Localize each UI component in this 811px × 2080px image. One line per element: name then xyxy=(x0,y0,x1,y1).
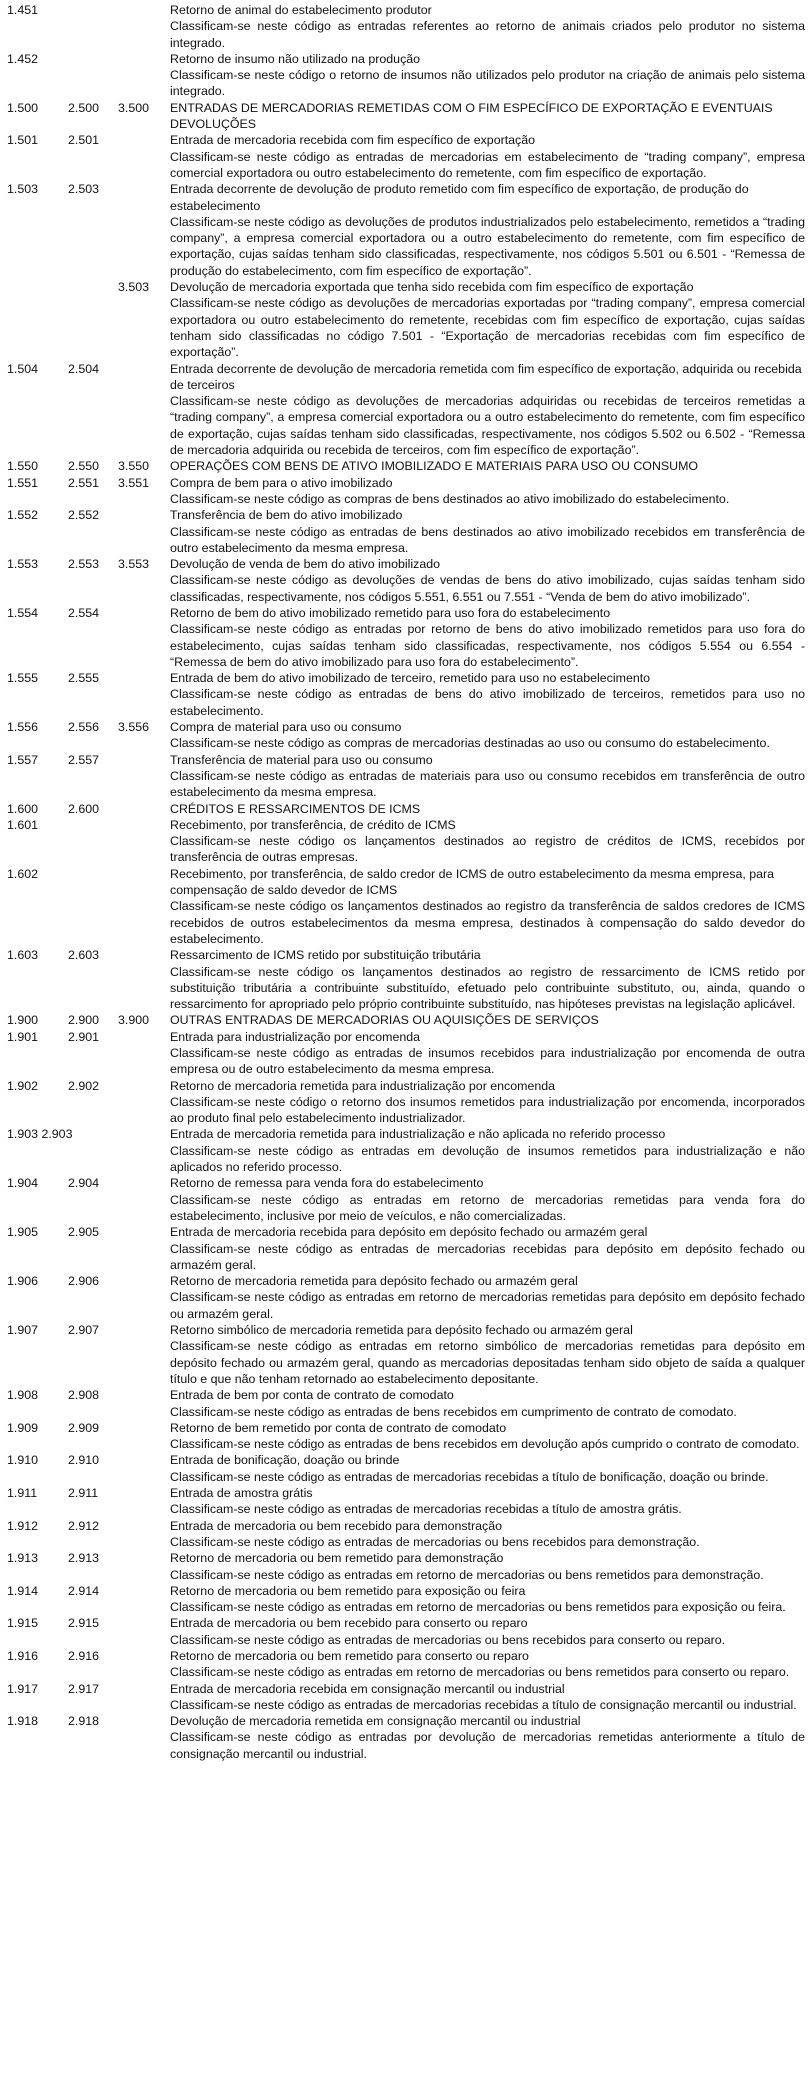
cfop-code: 2.503 xyxy=(68,182,100,197)
cfop-code: 2.504 xyxy=(68,361,100,376)
cfop-code: 2.552 xyxy=(68,508,100,523)
cfop-entry xyxy=(0,132,811,181)
cfop-entry xyxy=(0,752,811,801)
cfop-code: 1.912 xyxy=(7,1518,39,1533)
cfop-code: 1.452 xyxy=(7,51,39,66)
cfop-code: 1.918 xyxy=(7,1714,39,1729)
cfop-entry-body xyxy=(170,556,805,605)
cfop-code: 2.907 xyxy=(68,1323,100,1338)
cfop-entry-body xyxy=(170,1452,805,1485)
cfop-code: 2.555 xyxy=(68,671,100,686)
cfop-code: 2.600 xyxy=(68,801,100,816)
cfop-entry xyxy=(0,2,811,51)
cfop-title: Entrada de mercadoria recebida para depósito em depósito fechado ou armazém geral xyxy=(170,1225,648,1240)
cfop-entry-body xyxy=(170,605,805,670)
cfop-code: 1.909 xyxy=(7,1420,39,1435)
cfop-entry xyxy=(0,1012,811,1028)
cfop-entry-body xyxy=(170,475,805,508)
cfop-description: Classificam-se neste código os lançamentos destinados ao registro de ressarcimento de ICMS retido por substituição tributária a contribuinte substituído, efetuado pelo contribuinte substituto, ou, ainda, quando o ressarcimento for apropriado pelo próprio contribuinte substituído, nas hipóteses previstas na legislação aplicável. xyxy=(170,964,805,1012)
cfop-description: Classificam-se neste código as devoluções de mercadorias adquiridas ou recebidas de terceiros remetidas a “trading company”, a empresa comercial exportadora ou a outro estabelecimento do remetente, com fim específico de exportação, cujas saídas tenham sido classificadas, respectivamente, nos códigos 5.502 ou 6.502 - “Remessa de mercadoria adquirida ou recebida de terceiros, com fim específico de exportação”. xyxy=(170,394,805,458)
cfop-code: 1.601 xyxy=(7,817,39,832)
cfop-entry xyxy=(0,475,811,508)
cfop-entry xyxy=(0,1681,811,1714)
cfop-entry xyxy=(0,1583,811,1616)
cfop-title: Compra de bem para o ativo imobilizado xyxy=(170,475,393,490)
cfop-description: Classificam-se neste código as entradas de mercadorias recebidas a título de consignação mercantil ou industrial. xyxy=(170,1697,797,1712)
cfop-title: OUTRAS ENTRADAS DE MERCADORIAS OU AQUISIÇÕES DE SERVIÇOS xyxy=(170,1013,599,1028)
cfop-description: Classificam-se neste código as entradas de bens do ativo imobilizado de terceiros, remetidos para uso no estabelecimento. xyxy=(170,687,805,718)
cfop-description: Classificam-se neste código as compras de bens destinados ao ativo imobilizado do estabelecimento. xyxy=(170,491,730,506)
cfop-title: Entrada de mercadoria ou bem recebido para conserto ou reparo xyxy=(170,1616,528,1631)
cfop-entry xyxy=(0,279,811,360)
cfop-code: 1.914 xyxy=(7,1583,39,1598)
cfop-title: Retorno de bem do ativo imobilizado remetido para uso fora do estabelecimento xyxy=(170,605,611,620)
cfop-title: Retorno de mercadoria ou bem remetido para demonstração xyxy=(170,1551,504,1566)
cfop-entry xyxy=(0,670,811,719)
cfop-entry-body xyxy=(170,670,805,719)
cfop-title: Retorno de animal do estabelecimento produtor xyxy=(170,3,432,17)
cfop-description: Classificam-se neste código as entradas em devolução de insumos remetidos para industrialização e não aplicados no referido processo. xyxy=(170,1143,805,1175)
cfop-description: Classificam-se neste código as devoluções de mercadorias exportadas por “trading company”, empresa comercial exportadora ou outro estabelecimento do remetente, recebidas com fim específico de exportação, cujas saídas tenham sido classificadas no código 7.501 - “Exportação de mercadorias recebidas com fim específico de exportação”. xyxy=(170,296,805,360)
cfop-entry xyxy=(0,1452,811,1485)
cfop-code: 1.504 xyxy=(7,361,39,376)
cfop-entry-body xyxy=(170,1713,805,1762)
cfop-title: Transferência de bem do ativo imobilizado xyxy=(170,508,403,523)
cfop-title: Entrada decorrente de devolução de produto remetido com fim específico de exportação, de produção do estabelecimento xyxy=(170,182,749,213)
cfop-code: 2.915 xyxy=(68,1616,100,1631)
cfop-entry xyxy=(0,817,811,866)
cfop-title: Retorno de mercadoria ou bem remetido para conserto ou reparo xyxy=(170,1648,529,1663)
cfop-code: 3.551 xyxy=(118,475,150,490)
cfop-entry xyxy=(0,1029,811,1078)
cfop-code: 1.908 xyxy=(7,1388,39,1403)
cfop-entry xyxy=(0,719,811,752)
cfop-entry-body xyxy=(170,1648,805,1681)
cfop-entry xyxy=(0,181,811,279)
cfop-code: 2.905 xyxy=(68,1225,100,1240)
cfop-title: Devolução de mercadoria exportada que tenha sido recebida com fim específico de exportação xyxy=(170,280,694,295)
cfop-title: Retorno de mercadoria remetida para industrialização por encomenda xyxy=(170,1078,556,1093)
cfop-title: Recebimento, por transferência, de saldo credor de ICMS de outro estabelecimento da mesma empresa, para compensação de saldo devedor de ICMS xyxy=(170,866,775,898)
cfop-title: Ressarcimento de ICMS retido por substituição tributária xyxy=(170,948,481,963)
cfop-title: Entrada de bonificação, doação ou brinde xyxy=(170,1453,400,1468)
cfop-code: 2.900 xyxy=(68,1013,100,1028)
cfop-title: Entrada de mercadoria recebida com fim específico de exportação xyxy=(170,133,536,148)
cfop-code: 1.501 xyxy=(7,133,39,148)
cfop-description: Classificam-se neste código os lançamentos destinados ao registro de créditos de ICMS, recebidos por transferência de outras empresas. xyxy=(170,834,805,865)
cfop-entry-body xyxy=(170,719,805,752)
cfop-description: Classificam-se neste código as entradas de mercadorias ou bens recebidos para conserto ou reparo. xyxy=(170,1632,726,1647)
cfop-description: Classificam-se neste código as entradas de mercadorias ou bens recebidos para demonstração. xyxy=(170,1534,700,1549)
cfop-title: Devolução de mercadoria remetida em consignação mercantil ou industrial xyxy=(170,1714,581,1729)
cfop-entry-body xyxy=(170,1175,805,1224)
cfop-code: 2.556 xyxy=(68,720,100,735)
cfop-code: 1.554 xyxy=(7,605,39,620)
cfop-code: 3.900 xyxy=(118,1013,150,1028)
cfop-entry-body xyxy=(170,1485,805,1518)
cfop-description: Classificam-se neste código as entradas de insumos recebidos para industrialização por encomenda de outra empresa ou de outro estabelecimento da mesma empresa. xyxy=(170,1046,805,1077)
cfop-title: OPERAÇÕES COM BENS DE ATIVO IMOBILIZADO E MATERIAIS PARA USO OU CONSUMO xyxy=(170,459,699,474)
cfop-code: 2.554 xyxy=(68,605,100,620)
cfop-code: 3.503 xyxy=(118,280,150,295)
cfop-entry-body xyxy=(170,181,805,279)
cfop-entry xyxy=(0,1518,811,1551)
cfop-code: 3.550 xyxy=(118,459,150,474)
cfop-entry xyxy=(0,947,811,1012)
cfop-entry xyxy=(0,100,811,133)
cfop-title: Retorno de mercadoria remetida para depósito fechado ou armazém geral xyxy=(170,1274,578,1289)
cfop-code: 2.909 xyxy=(68,1420,100,1435)
cfop-code: 1.556 xyxy=(7,720,39,735)
cfop-entry-body xyxy=(170,458,805,474)
cfop-entry-body xyxy=(170,752,805,801)
cfop-entry-body xyxy=(170,507,805,556)
cfop-entry xyxy=(0,1322,811,1387)
cfop-code: 1.550 xyxy=(7,459,39,474)
cfop-code: 2.917 xyxy=(68,1681,100,1696)
cfop-entry xyxy=(0,1126,811,1175)
cfop-code: 2.904 xyxy=(68,1176,100,1191)
cfop-entry-body xyxy=(170,1029,805,1078)
cfop-entry xyxy=(0,1713,811,1762)
cfop-entry-body xyxy=(170,132,805,181)
cfop-code: 1.913 xyxy=(7,1551,39,1566)
cfop-title: Entrada de amostra grátis xyxy=(170,1486,313,1501)
cfop-code: 2.500 xyxy=(68,100,100,115)
cfop-entry xyxy=(0,1078,811,1127)
cfop-description: Classificam-se neste código as entradas de mercadorias recebidas a título de bonificação, doação ou brinde. xyxy=(170,1469,769,1484)
cfop-code: 2.901 xyxy=(68,1029,100,1044)
cfop-title: Retorno de remessa para venda fora do estabelecimento xyxy=(170,1176,484,1191)
cfop-description: Classificam-se neste código as entradas de mercadorias recebidas para depósito em depósito fechado ou armazém geral. xyxy=(170,1241,805,1272)
cfop-entry-body xyxy=(170,1387,805,1420)
cfop-code: 1.915 xyxy=(7,1616,39,1631)
cfop-code: 1.901 xyxy=(7,1029,39,1044)
cfop-code: 1.557 xyxy=(7,752,39,767)
cfop-code: 1.906 xyxy=(7,1274,39,1289)
cfop-entry xyxy=(0,1550,811,1583)
cfop-code: 1.451 xyxy=(7,3,39,17)
cfop-title: Entrada de bem do ativo imobilizado de terceiro, remetido para uso no estabelecimento xyxy=(170,671,651,686)
cfop-code: 2.916 xyxy=(68,1648,100,1663)
cfop-entry-body xyxy=(170,801,805,817)
cfop-code: 2.902 xyxy=(68,1078,100,1093)
cfop-entry-body xyxy=(170,1681,805,1714)
cfop-title: Transferência de material para uso ou consumo xyxy=(170,752,433,767)
cfop-entry-body xyxy=(170,1518,805,1551)
cfop-description: Classificam-se neste código as entradas por retorno de bens do ativo imobilizado remetidos para uso fora do estabelecimento, cujas saídas tenham sido classificadas, respectivamente, nos códigos 5.554 ou 6.554 - “Remessa de bem do ativo imobilizado para uso fora do estabelecimento”. xyxy=(170,622,805,669)
cfop-code: 1.555 xyxy=(7,671,39,686)
cfop-entry-body xyxy=(170,1224,805,1273)
cfop-entry-body xyxy=(170,1550,805,1583)
cfop-description: Classificam-se neste código os lançamentos destinados ao registro da transferência de saldos credores de ICMS recebidos de outros estabelecimentos da mesma empresa, destinados à compensação do saldo devedor do estabelecimento. xyxy=(170,899,805,946)
cfop-entry-body xyxy=(170,1420,805,1453)
cfop-entry xyxy=(0,801,811,817)
cfop-description: Classificam-se neste código as devoluções de produtos industrializados pelo estabelecimento, remetidos a “trading company”, a empresa comercial exportadora ou a outro estabelecimento do remetente, com fim específico de exportação, cujas saídas tenham sido classificadas, respectivamente, nos códigos 5.501 ou 6.501 - “Remessa de produção do estabelecimento, com fim específico de exportação”. xyxy=(170,214,805,278)
cfop-entry-body xyxy=(170,1273,805,1322)
cfop-entry-body xyxy=(170,1012,805,1028)
cfop-description: Classificam-se neste código as entradas por devolução de mercadorias remetidas anteriormente a título de consignação mercantil ou industrial. xyxy=(170,1730,805,1761)
cfop-description: Classificam-se neste código as entradas em retorno de mercadorias ou bens remetidos para conserto ou reparo. xyxy=(170,1665,790,1680)
cfop-description: Classificam-se neste código as entradas de bens destinados ao ativo imobilizado recebidos em transferência de outro estabelecimento da mesma empresa. xyxy=(170,524,805,555)
cfop-title: Entrada decorrente de devolução de mercadoria remetida com fim específico de exportação, adquirida ou recebida de terceiros xyxy=(170,361,802,392)
cfop-entry-body xyxy=(170,1583,805,1616)
cfop-code: 1.905 xyxy=(7,1225,39,1240)
cfop-description: Classificam-se neste código as entradas em retorno de mercadorias ou bens remetidos para demonstração. xyxy=(170,1567,764,1582)
cfop-description: Classificam-se neste código as devoluções de vendas de bens do ativo imobilizado, cujas saídas tenham sido classificadas, respectivamente, nos códigos 5.551, 6.551 ou 7.551 - “Venda de bem do ativo imobilizado”. xyxy=(170,573,805,604)
cfop-entry xyxy=(0,1387,811,1420)
cfop-code: 2.908 xyxy=(68,1388,100,1403)
cfop-code: 1.500 xyxy=(7,100,39,115)
cfop-description: Classificam-se neste código as entradas em retorno simbólico de mercadorias remetidas para depósito em depósito fechado ou armazém geral, quando as mercadorias depositadas tenham sido objeto de saída a qualquer título e que não tenham retornado ao estabelecimento depositante. xyxy=(170,1339,805,1386)
cfop-title: Entrada de mercadoria ou bem recebido para demonstração xyxy=(170,1518,502,1533)
cfop-code: 1.600 xyxy=(7,801,39,816)
cfop-code: 2.906 xyxy=(68,1274,100,1289)
cfop-code: 2.912 xyxy=(68,1518,100,1533)
cfop-code: 3.553 xyxy=(118,557,150,572)
cfop-code: 2.918 xyxy=(68,1714,100,1729)
cfop-code: 1.603 xyxy=(7,948,39,963)
cfop-title: Entrada para industrialização por encomenda xyxy=(170,1029,421,1044)
cfop-code: 3.556 xyxy=(118,720,150,735)
cfop-title: Retorno de insumo não utilizado na produção xyxy=(170,51,421,66)
cfop-description: Classificam-se neste código as entradas referentes ao retorno de animais criados pelo produtor no sistema integrado. xyxy=(170,19,805,50)
cfop-entry-body xyxy=(170,2,805,51)
cfop-entry-body xyxy=(170,817,805,866)
cfop-code: 2.913 xyxy=(68,1551,100,1566)
cfop-entry-body xyxy=(170,361,805,459)
cfop-code: 1.910 xyxy=(7,1453,39,1468)
cfop-code: 1.900 xyxy=(7,1013,39,1028)
cfop-entry xyxy=(0,605,811,670)
cfop-code: 2.553 xyxy=(68,557,100,572)
cfop-code: 1.907 xyxy=(7,1323,39,1338)
cfop-title: Entrada de mercadoria remetida para industrialização e não aplicada no referido processo xyxy=(170,1127,666,1142)
cfop-code: 1.902 xyxy=(7,1078,39,1093)
cfop-code: 1.916 xyxy=(7,1648,39,1663)
cfop-code: 1.602 xyxy=(7,866,39,881)
cfop-entry xyxy=(0,556,811,605)
cfop-entry xyxy=(0,1420,811,1453)
cfop-description: Classificam-se neste código as entradas em retorno de mercadorias ou bens remetidos para exposição ou feira. xyxy=(170,1600,786,1615)
cfop-code: 2.910 xyxy=(68,1453,100,1468)
cfop-entry xyxy=(0,361,811,459)
cfop-entry xyxy=(0,1615,811,1648)
cfop-title: Retorno simbólico de mercadoria remetida para depósito fechado ou armazém geral xyxy=(170,1323,633,1338)
cfop-code: 1.551 xyxy=(7,475,39,490)
cfop-code: 1.552 xyxy=(7,508,39,523)
cfop-entry-body xyxy=(170,279,805,360)
cfop-code: 1.904 xyxy=(7,1176,39,1191)
cfop-entry xyxy=(0,507,811,556)
cfop-title: Entrada de mercadoria recebida em consignação mercantil ou industrial xyxy=(170,1681,565,1696)
cfop-code: 1.911 xyxy=(7,1486,38,1501)
cfop-entry xyxy=(0,1273,811,1322)
cfop-entry xyxy=(0,458,811,474)
cfop-entry-body xyxy=(170,100,805,133)
cfop-entry-body xyxy=(170,947,805,1012)
cfop-entry xyxy=(0,1175,811,1224)
cfop-description: Classificam-se neste código o retorno de insumos não utilizados pelo produtor na criação de animais pelo sistema integrado. xyxy=(170,68,805,99)
cfop-title: Compra de material para uso ou consumo xyxy=(170,720,402,735)
cfop-title: Devolução de venda de bem do ativo imobilizado xyxy=(170,557,441,572)
cfop-description: Classificam-se neste código o retorno dos insumos remetidos para industrialização por encomenda, incorporados ao produto final pelo estabelecimento industrializador. xyxy=(170,1094,805,1126)
cfop-code: 2.603 xyxy=(68,948,100,963)
cfop-entry-body xyxy=(170,51,805,100)
cfop-code: 2.911 xyxy=(68,1486,99,1501)
cfop-description: Classificam-se neste código as entradas em retorno de mercadorias remetidas para venda fora do estabelecimento, inclusive por meio de veículos, e não comercializadas. xyxy=(170,1192,805,1223)
cfop-code: 1.503 xyxy=(7,182,39,197)
cfop-description: Classificam-se neste código as entradas em retorno de mercadorias remetidas para depósito em depósito fechado ou armazém geral. xyxy=(170,1290,805,1321)
cfop-code: 2.557 xyxy=(68,752,100,767)
cfop-entry xyxy=(0,1648,811,1681)
cfop-entry-body xyxy=(170,1126,805,1175)
cfop-entry-body xyxy=(170,1615,805,1648)
cfop-entry xyxy=(0,866,811,947)
cfop-title: Retorno de bem remetido por conta de contrato de comodato xyxy=(170,1420,507,1435)
cfop-description: Classificam-se neste código as entradas de bens recebidos em devolução após cumprido o contrato de comodato. xyxy=(170,1437,800,1452)
cfop-title: ENTRADAS DE MERCADORIAS REMETIDAS COM O FIM ESPECÍFICO DE EXPORTAÇÃO E EVENTUAIS DEVOLUÇÕES xyxy=(170,100,773,132)
cfop-entry xyxy=(0,51,811,100)
cfop-title: Recebimento, por transferência, de crédito de ICMS xyxy=(170,817,456,832)
cfop-code: 2.501 xyxy=(68,133,100,148)
cfop-description: Classificam-se neste código as entradas de mercadorias recebidas a título de amostra grátis. xyxy=(170,1502,682,1517)
cfop-entry xyxy=(0,1485,811,1518)
cfop-code: 2.550 xyxy=(68,459,100,474)
cfop-code: 1.917 xyxy=(7,1681,39,1696)
cfop-description: Classificam-se neste código as entradas de materiais para uso ou consumo recebidos em transferência de outro estabelecimento da mesma empresa. xyxy=(170,768,805,800)
cfop-entry-body xyxy=(170,1078,805,1127)
cfop-title: Entrada de bem por conta de contrato de comodato xyxy=(170,1388,454,1403)
cfop-description: Classificam-se neste código as compras de mercadorias destinadas ao uso ou consumo do estabelecimento. xyxy=(170,736,770,751)
cfop-entry xyxy=(0,1224,811,1273)
cfop-entry-body xyxy=(170,1322,805,1387)
cfop-description: Classificam-se neste código as entradas de mercadorias em estabelecimento de “trading company”, empresa comercial exportadora ou outro estabelecimento do remetente, com fim específico de exportação. xyxy=(170,149,805,180)
cfop-entry-body xyxy=(170,866,805,947)
cfop-description: Classificam-se neste código as entradas de bens recebidos em cumprimento de contrato de comodato. xyxy=(170,1404,737,1419)
cfop-code: 1.903 2.903 xyxy=(7,1127,73,1142)
cfop-title: CRÉDITOS E RESSARCIMENTOS DE ICMS xyxy=(170,801,421,816)
cfop-code: 3.500 xyxy=(118,100,150,115)
cfop-title: Retorno de mercadoria ou bem remetido para exposição ou feira xyxy=(170,1583,526,1598)
cfop-code: 1.553 xyxy=(7,557,39,572)
cfop-code: 2.914 xyxy=(68,1583,100,1598)
cfop-code: 2.551 xyxy=(68,475,100,490)
